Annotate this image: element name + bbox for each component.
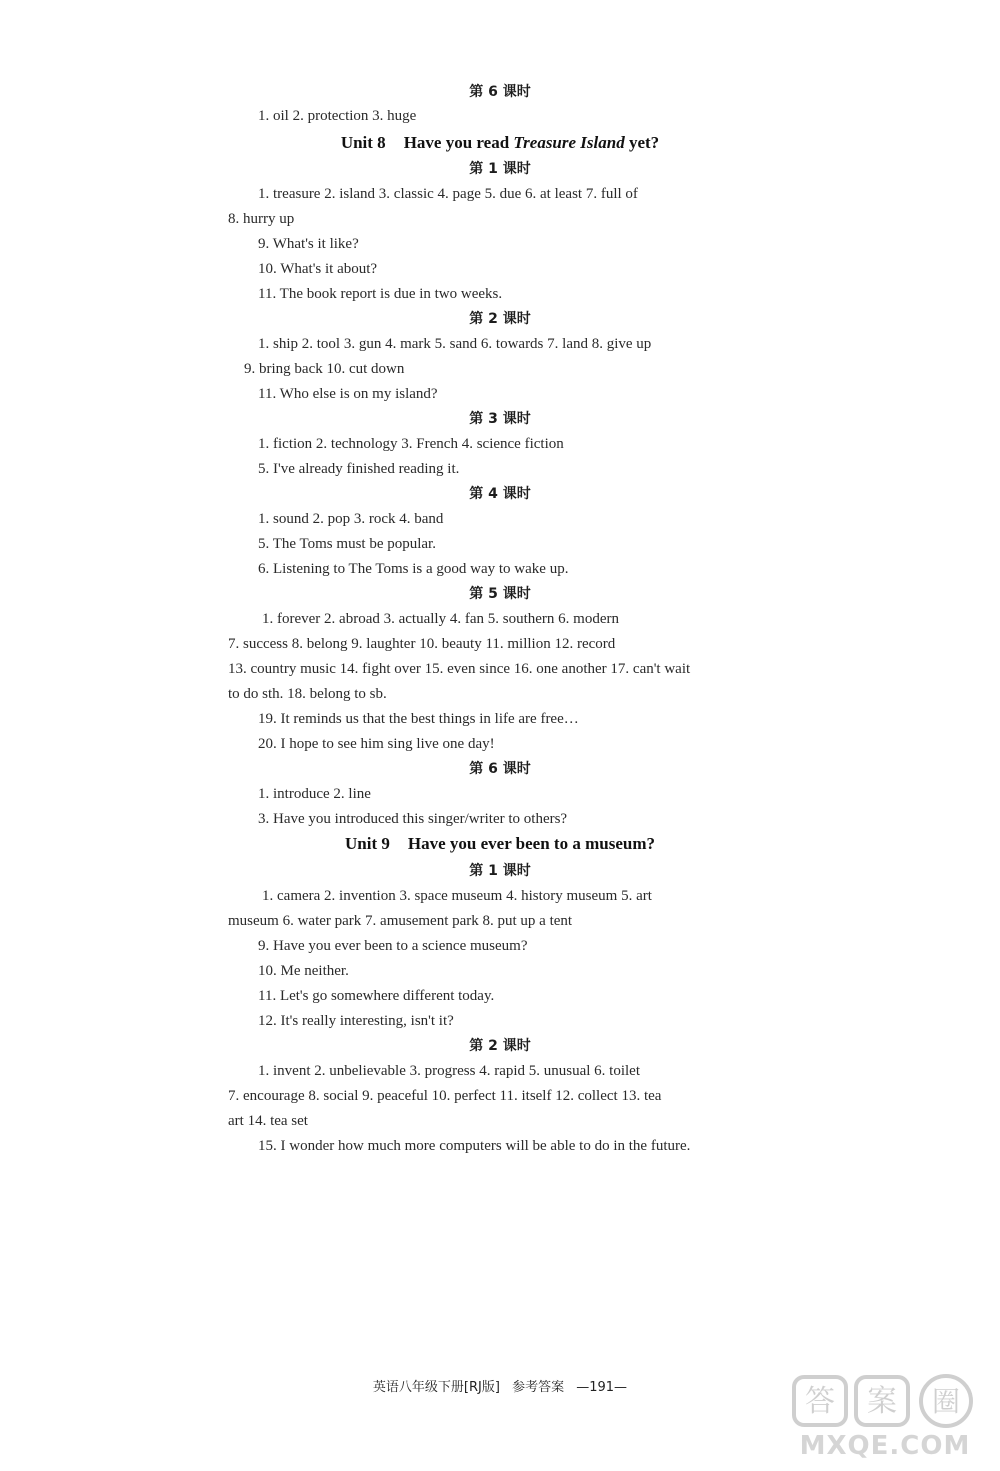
answer-line: 1. fiction 2. technology 3. French 4. science fiction (258, 436, 564, 452)
answer-line: 5. The Toms must be popular. (258, 536, 436, 552)
answer-line: 12. It's really interesting, isn't it? (258, 1013, 454, 1029)
answer-line: 9. Have you ever been to a science museum? (258, 938, 528, 954)
unit-title-text: Have you read (403, 133, 514, 152)
answer-line: 9. bring back 10. cut down (244, 361, 405, 377)
answer-line: 1. invent 2. unbelievable 3. progress 4. rapid 5. unusual 6. toilet (258, 1063, 641, 1079)
watermark (790, 1371, 980, 1461)
logo-char: 案 (867, 1384, 897, 1419)
answer-line: 7. success 8. belong 9. laughter 10. beauty 11. million 12. record (228, 636, 616, 652)
answer-line: to do sth. 18. belong to sb. (228, 686, 387, 702)
answer-line: 13. country music 14. fight over 15. even since 16. one another 17. can't wait (228, 661, 691, 677)
logo-char: 圈 (931, 1385, 961, 1418)
page-number: —191— (576, 1380, 628, 1395)
answer-line: 6. Listening to The Toms is a good way to wake up. (258, 561, 569, 577)
answer-line: 11. Let's go somewhere different today. (258, 988, 495, 1004)
footer-label: 参考答案 (512, 1380, 565, 1395)
lesson-heading: 第 2 课时 (469, 311, 531, 327)
answer-line: 3. Have you introduced this singer/writer to others? (258, 811, 568, 827)
footer-book: 英语八年级下册[RJ版] (372, 1380, 500, 1395)
answer-line: 7. encourage 8. social 9. peaceful 10. perfect 11. itself 12. collect 13. tea (228, 1088, 662, 1104)
answer-line: 11. The book report is due in two weeks. (258, 286, 503, 302)
answer-line: 1. forever 2. abroad 3. actually 4. fan 5. southern 6. modern (262, 611, 619, 627)
answer-line: 10. What's it about? (258, 261, 378, 277)
unit-number: Unit 8 (340, 133, 386, 152)
answer-line: 1. camera 2. invention 3. space museum 4. history museum 5. art (262, 888, 652, 904)
unit-number: Unit 9 (345, 834, 390, 853)
answer-logo-icon (790, 1371, 980, 1431)
answer-line: 1. introduce 2. line (258, 786, 371, 802)
unit-title-text: Have you ever been to a museum? (407, 834, 655, 853)
lesson-heading: 第 1 课时 (469, 863, 531, 879)
lesson-heading: 第 2 课时 (469, 1038, 531, 1054)
answer-line: 19. It reminds us that the best things in life are free… (258, 711, 579, 727)
answer-line: museum 6. water park 7. amusement park 8. put up a tent (228, 913, 573, 929)
answer-line: 11. Who else is on my island? (258, 386, 438, 402)
lesson-heading: 第 1 课时 (469, 161, 531, 177)
answer-line: 1. oil 2. protection 3. huge (258, 108, 417, 124)
unit-title (0, 132, 1000, 154)
lesson-heading: 第 4 课时 (469, 486, 531, 502)
answer-line: 1. sound 2. pop 3. rock 4. band (258, 511, 444, 527)
answer-line: 20. I hope to see him sing live one day! (258, 736, 495, 752)
unit-title-italic: Treasure Island (513, 133, 625, 152)
answer-line: 10. Me neither. (258, 963, 349, 979)
answer-line: 5. I've already finished reading it. (258, 461, 460, 477)
answer-line: 1. treasure 2. island 3. classic 4. page 5. due 6. at least 7. full of (258, 186, 638, 202)
logo-char: 答 (805, 1384, 835, 1419)
lesson-heading: 第 6 课时 (469, 84, 531, 100)
answer-line: 9. What's it like? (258, 236, 359, 252)
lesson-heading: 第 6 课时 (469, 761, 531, 777)
answer-line: art 14. tea set (228, 1113, 308, 1129)
lesson-heading: 第 3 课时 (469, 411, 531, 427)
answer-line: 15. I wonder how much more computers will be able to do in the future. (258, 1138, 691, 1154)
unit-title-tail: yet? (624, 133, 660, 152)
lesson-heading: 第 5 课时 (469, 586, 531, 602)
unit-title (0, 833, 1000, 855)
answer-line: 1. ship 2. tool 3. gun 4. mark 5. sand 6. towards 7. land 8. give up (258, 336, 652, 352)
watermark-site: MXQE.COM (799, 1431, 971, 1461)
answer-line: 8. hurry up (228, 211, 295, 227)
